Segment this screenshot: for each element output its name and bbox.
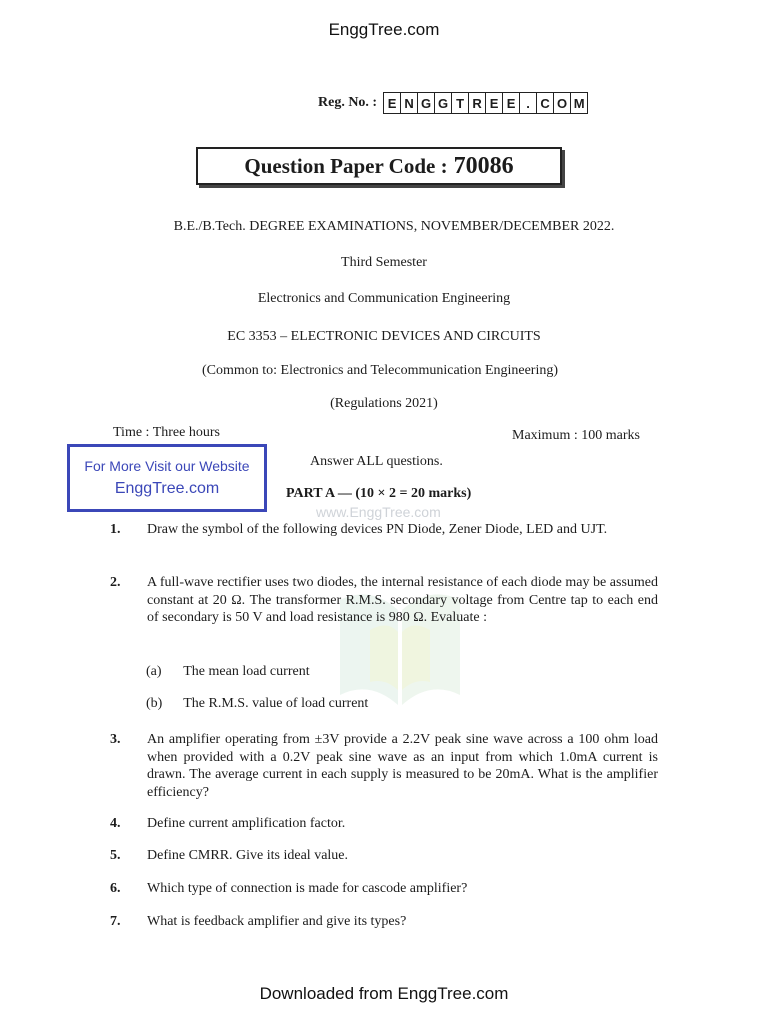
question-1 (110, 521, 658, 539)
question-text: An amplifier operating from ±3V provide a 2.2V peak sine wave across a 100 ohm load when provided with a 0.2V peak sine wave as an input from which 1.0mA current is drawn. The average current in each supply is measured to be 20mA. What is the amplifier efficiency? (147, 732, 658, 800)
reg-no-box: E (503, 93, 520, 113)
question-text: A full-wave rectifier uses two diodes, the internal resistance of each diode may be assumed constant at 20 Ω. The transformer R.M.S. secondary voltage from Centre tap to each end of secondary is 50 V and load resistance is 980 Ω. Evaluate : (147, 575, 658, 625)
reg-no-box: M (573, 95, 585, 111)
reg-no-box: T (452, 93, 469, 113)
reg-no-box: N (401, 93, 418, 113)
question-5 (110, 847, 658, 865)
regulations: (Regulations 2021) (330, 396, 438, 411)
footer-download-note: Downloaded from EnggTree.com (259, 984, 509, 1003)
question-2-sub-b (146, 696, 368, 712)
question-number: 1. (110, 522, 121, 537)
part-a-heading: PART A — (10 × 2 = 20 marks) (286, 486, 472, 501)
question-text: Define CMRR. Give its ideal value. (147, 848, 349, 863)
reg-no-label: Reg. No. : (318, 95, 378, 110)
question-text: Which type of connection is made for cascode amplifier? (147, 881, 468, 896)
website-promo-box[interactable] (67, 444, 267, 512)
maximum-marks: Maximum : 100 marks (512, 428, 640, 443)
sub-label: (b) (146, 696, 163, 711)
branch: Electronics and Communication Engineering (257, 291, 511, 306)
reg-no-boxes (383, 92, 588, 114)
reg-no-box: C (537, 93, 554, 113)
header-site-name: EnggTree.com (328, 20, 440, 39)
reg-no-box: O (554, 93, 571, 113)
question-2-sub-a (146, 664, 310, 680)
reg-no-box: E (384, 93, 401, 113)
reg-no-box: R (469, 93, 486, 113)
question-number: 2. (110, 575, 121, 590)
question-2 (110, 574, 658, 627)
sub-text: The R.M.S. value of load current (183, 696, 369, 711)
reg-no-box: G (418, 93, 435, 113)
question-6 (110, 880, 658, 898)
question-4 (110, 815, 658, 833)
promo-line-2: EnggTree.com (114, 480, 220, 497)
instruction: Answer ALL questions. (310, 454, 443, 469)
question-text: What is feedback amplifier and give its types? (147, 914, 407, 929)
reg-no-box: . (520, 93, 537, 113)
paper-code-label: Question Paper Code : (244, 153, 448, 178)
sub-label: (a) (146, 664, 162, 679)
exam-duration: Time : Three hours (113, 425, 220, 440)
subject-title: EC 3353 – ELECTRONIC DEVICES AND CIRCUITS (227, 329, 541, 344)
question-number: 4. (110, 816, 121, 831)
question-number: 7. (110, 914, 121, 929)
question-number: 5. (110, 848, 121, 863)
reg-no-box: G (435, 93, 452, 113)
question-number: 3. (110, 732, 121, 747)
question-paper-code-box (196, 147, 562, 185)
question-text: Draw the symbol of the following devices PN Diode, Zener Diode, LED and UJT. (147, 522, 608, 537)
promo-line-1: For More Visit our Website (84, 458, 250, 474)
registration-number (318, 92, 588, 114)
watermark-url: www.EnggTree.com (316, 504, 441, 520)
reg-no-box: E (486, 93, 503, 113)
question-number: 6. (110, 881, 121, 896)
question-text: Define current amplification factor. (147, 816, 346, 831)
question-7 (110, 913, 658, 931)
sub-text: The mean load current (183, 664, 310, 679)
semester: Third Semester (341, 255, 427, 270)
question-3 (110, 731, 658, 801)
paper-code-value: 70086 (453, 152, 514, 179)
exam-title: B.E./B.Tech. DEGREE EXAMINATIONS, NOVEMBER/DECEMBER 2022. (173, 219, 615, 234)
common-to: (Common to: Electronics and Telecommunication Engineering) (201, 363, 559, 378)
